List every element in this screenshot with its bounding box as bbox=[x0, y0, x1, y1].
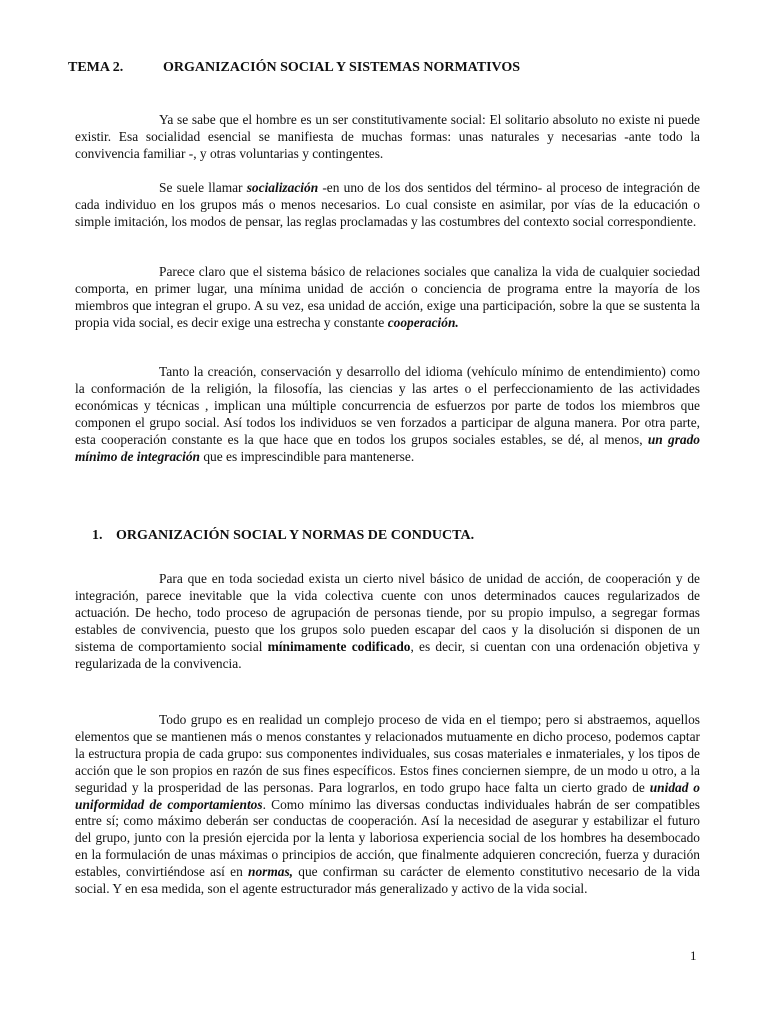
term-cooperacion: cooperación. bbox=[387, 314, 459, 330]
title-number: TEMA 2. bbox=[68, 60, 124, 75]
term-grado-minimo: un grado mínimo de integración bbox=[75, 431, 700, 464]
paragraph-3: Parece claro que el sistema básico de relaciones sociales que canaliza la vida de cualquier sociedad comporta, en primer lugar, una mínima unidad de acción o conciencia de programa entre la mayoría de los miembros que integran el grupo. A su vez, esa unidad de acción, exige una participación, sobre la que se sustenta la propia vida social, es decir exige una estrecha y constante cooperación. bbox=[75, 264, 700, 330]
title-text: ORGANIZACIÓN SOCIAL Y SISTEMAS NORMATIVOS bbox=[163, 60, 521, 75]
paragraph-5: Para que en toda sociedad exista un cierto nivel básico de unidad de acción, de cooperación y de integración, parece inevitable que la vida colectiva cuente con unos determinados cauces regularizados de actuación. De hecho, todo proceso de agrupación de personas tiende, por su propio impulso, a segregar formas estables de convivencia, puesto que los grupos solo pueden escapar del caos y la disolución si disponen de un sistema de comportamiento social mínimamente codificado, es decir, si cuentan con una ordenación objetiva y regularizada de la convivencia. bbox=[75, 571, 700, 671]
term-socializacion: socialización bbox=[246, 180, 319, 195]
paragraph-4: Tanto la creación, conservación y desarrollo del idioma (vehículo mínimo de entendimiento) como la conformación de la religión, la filosofía, las ciencias y las artes o el perfeccionamiento de las actividades económicas y técnicas , implican una múltiple concurrencia de esfuerzos por parte de todos los miembros que componen el grupo social. Así todos los individuos se ven forzados a participar de alguna manera. Por otra parte, esta cooperación constante es la que hace que en todos los grupos sociales estables, se dé, al menos, un grado mínimo de integración que es imprescindible para mantenerse. bbox=[75, 364, 700, 464]
term-normas: normas, bbox=[248, 864, 294, 880]
paragraph-2: Se suele llamar socialización -en uno de los dos sentidos del término- al proceso de integración de cada individuo en los grupos más o menos necesarios. Lo cual consiste en asimilar, por vías de la educación o simple imitación, los modos de pensar, las reglas proclamadas y las costumbres del contexto social correspondiente. bbox=[75, 180, 700, 229]
document-title bbox=[68, 60, 520, 76]
term-unidad-uniformidad: unidad o uniformidad de comportamientos bbox=[75, 779, 700, 812]
page-number: 1 bbox=[690, 948, 697, 963]
term-minimamente-codificado: mínimamente codificado bbox=[267, 638, 411, 654]
section-heading-1: 1. ORGANIZACIÓN SOCIAL Y NORMAS DE CONDUCTA. bbox=[92, 528, 475, 543]
paragraph-6: Todo grupo es en realidad un complejo proceso de vida en el tiempo; pero si abstraemos, aquellos elementos que se mantienen más o menos constantes y relacionados mutuamente en dicho proceso, podemos captar la estructura propia de cada grupo: sus componentes individuales, sus cosas materiales e inmateriales, y los tipos de acción que le son propios en razón de sus fines específicos. Estos fines conciernen siempre, de un modo u otro, a la seguridad y la prosperidad de las personas. Para lograrlos, en todo grupo hace falta un cierto grado de unidad o uniformidad de comportamientos. Como mínimo las diversas conductas individuales habrán de ser compatibles entre sí; como máximo deberán ser conductas de cooperación. Así la necesidad de asegurar y estabilizar el futuro del grupo, junto con la presión ejercida por la lenta y laboriosa experiencia social de los hombres ha desembocado en la formulación de unas máximas o principios de acción, que finalmente adquieren concreción, fuerza y duración estables, convirtiéndose así en normas, que confirman su carácter de elemento constitutivo necesario de la vida social. Y en esa medida, son el agente estructurador más generalizado y activo de la vida social. bbox=[75, 712, 700, 897]
paragraph-1: Ya se sabe que el hombre es un ser constitutivamente social: El solitario absoluto no existe ni puede existir. Esa socialidad esencial se manifiesta de muchas formas: unas naturales y necesarias -ante todo la convivencia familiar -, y otras voluntarias y contingentes. bbox=[75, 112, 700, 161]
